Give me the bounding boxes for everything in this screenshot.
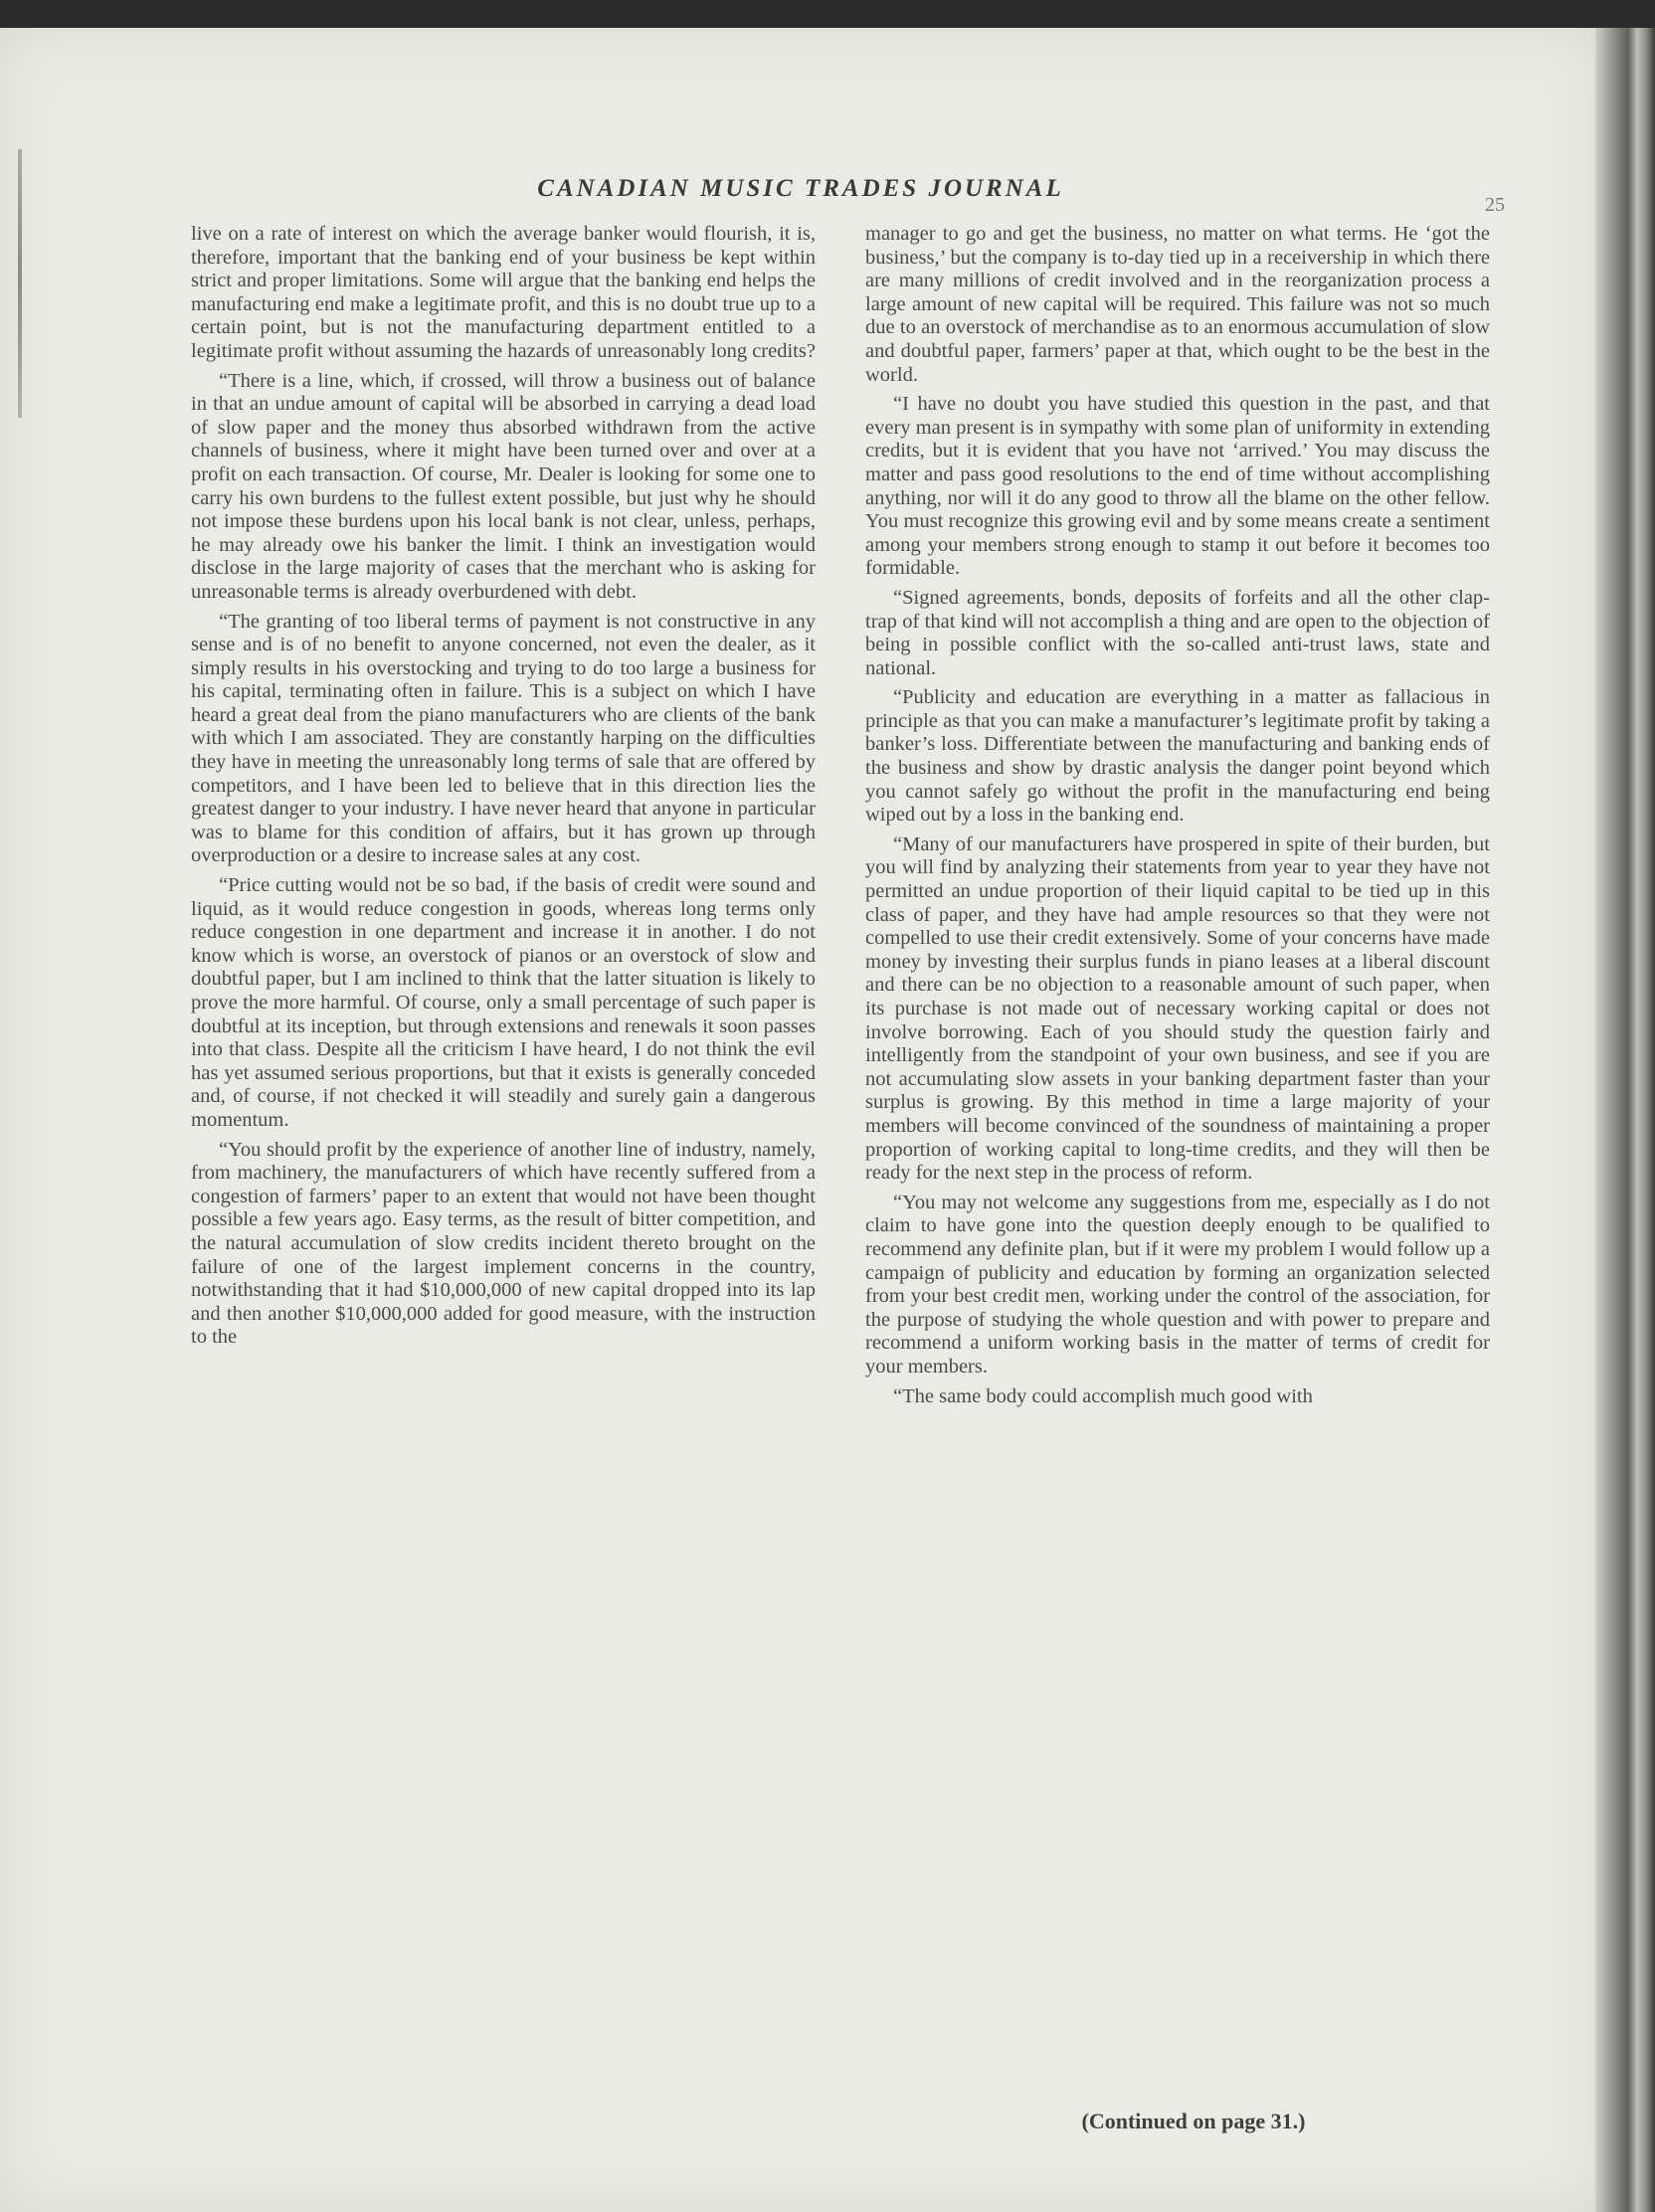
paragraph: “The same body could accomplish much good with	[893, 1384, 1313, 1407]
paragraph: manager to go and get the business, no matter on what terms. He ‘got the business,’ but the company is to-day tied up in a receivership in which there are many millions of credit involved and in the reorganization process a large amount of new capital will be required. This failure was not so much due to an overstock of merchandise as to an enormous accumulation of slow and doubtful paper, farmers’ paper at that, which ought to be the best in the world.	[865, 223, 1490, 386]
right-column	[865, 223, 1490, 1414]
paragraph: “You may not welcome any suggestions from me, especially as I do not claim to have gone into the question deeply enough to be qualified to recommend any definite plan, but if it were my problem I would follow up a campaign of publicity and education by forming an organization selected from your best credit men, working under the control of the association, for the purpose of studying the whole question and with power to prepare and recommend a uniform working basis in the matter of terms of credit for your members.	[865, 1191, 1490, 1378]
paragraph: “Price cutting would not be so bad, if the basis of credit were sound and liquid, as it would reduce congestion in goods, whereas long terms only reduce congestion in one department and increase it in another. I do not know which is worse, an overstock of pianos or an overstock of slow and doubtful paper, but I am inclined to think that the latter situation is likely to prove the more harmful. Of course, only a small percentage of such paper is doubtful at its inception, but through extensions and renewals it soon passes into that class. Despite all the criticism I have heard, I do not think the evil has yet assumed serious proportions, but that it exists is generally conceded and, of course, if not checked it will steadily and surely gain a dangerous momentum.	[191, 874, 816, 1131]
paragraph: “Many of our manufacturers have prospered in spite of their burden, but you will find by analyzing their statements from year to year they have not permitted an undue proportion of their liquid capital to be tied up in this class of paper, and they have had ample resources so that they were not compelled to use their credit extensively. Some of your concerns have made money by investing their surplus funds in piano leases at a liberal discount and there can be no objection to a reasonable amount of such paper, when its purchase is not made out of necessary working capital or does not involve borrowing. Each of you should study the question fairly and intelligently from the standpoint of your own business, and see if you are not accumulating slow assets in your banking department faster than your surplus is growing. By this method in time a large majority of your members will become convinced of the soundness of maintaining a proper proportion of working capital to long-time credits, and they will then be ready for the next step in the process of reform.	[865, 832, 1490, 1185]
page-number: 25	[1485, 194, 1505, 216]
continued-notice: (Continued on page 31.)	[1081, 2109, 1306, 2133]
paragraph: “You should profit by the experience of another line of industry, namely, from machinery, the manufacturers of which have recently suffered from a congestion of farmers’ paper to an extent that would not have been thought possible a few years ago. Easy terms, as the result of bitter competition, and the natural accumulation of slow credits incident thereto brought on the failure of one of the largest implement concerns in the country, notwithstanding that it had $10,000,000 of new capital dropped into its lap and then another $10,000,000 added for good measure, with the instruction to the	[191, 1138, 816, 1349]
paragraph: “The granting of too liberal terms of payment is not constructive in any sense and is of no benefit to anyone concerned, not even the dealer, as it simply results in his overstocking and trying to do too large a business for his capital, terminating often in failure. This is a subject on which I have heard a great deal from the piano manufacturers who are clients of the bank with which I am associated. They are constantly harping on the difficulties they have in meeting the unreasonably long terms of sale that are offered by competitors, and I have been led to believe that in this direction lies the greatest danger to your industry. I have never heard that anyone in particular was to blame for this condition of affairs, but it has grown up through overproduction or a desire to increase sales at any cost.	[191, 610, 816, 867]
paragraph: “Signed agreements, bonds, deposits of forfeits and all the other clap-trap of that kind will not accomplish a thing and are open to the objection of being in possible conflict with the so-called anti-trust laws, state and national.	[865, 586, 1490, 679]
paragraph: live on a rate of interest on which the average banker would flourish, it is, therefore, important that the banking end of your business be kept within strict and proper limitations. Some will argue that the banking end helps the manufacturing end make a legitimate profit, and this is no doubt true up to a certain point, but is not the manufacturing department entitled to a legitimate profit without assuming the hazards of unreasonably long credits?	[191, 223, 816, 362]
paragraph: “Publicity and education are everything in a matter as fallacious in principle as that you can make a manufacturer’s legitimate profit by taking a banker’s loss. Differentiate between the manufacturing and banking ends of the business and show by drastic analysis the danger point beyond which you cannot safely go without the profit in the manufacturing end being wiped out by a loss in the banking end.	[865, 686, 1490, 827]
left-column	[191, 223, 816, 1356]
paragraph: “There is a line, which, if crossed, will throw a business out of balance in that an undue amount of capital will be absorbed in carrying a dead load of slow paper and the money thus absorbed withdrawn from the active channels of business, where it might have been turned over and over at a profit on each transaction. Of course, Mr. Dealer is looking for some one to carry his own burdens to the fullest extent possible, but just why he should not impose these burdens upon his local bank is not clear, unless, perhaps, he may already owe his banker the limit. I think an investigation would disclose in the large majority of cases that the merchant who is asking for unreasonable terms is already overburdened with debt.	[191, 369, 816, 603]
book-spine	[1595, 28, 1655, 2212]
paragraph: “I have no doubt you have studied this question in the past, and that every man present is in sympathy with some plan of uniformity in extending credits, but it is evident that you have not ‘arrived.’ You may discuss the matter and pass good resolutions to the end of time without accomplishing anything, nor will it do any good to throw all the blame on the other fellow. You must recognize this growing evil and by some means create a sentiment among your members strong enough to stamp it out before it becomes too formidable.	[865, 393, 1490, 580]
running-header-title: CANADIAN MUSIC TRADES JOURNAL	[537, 175, 1064, 202]
